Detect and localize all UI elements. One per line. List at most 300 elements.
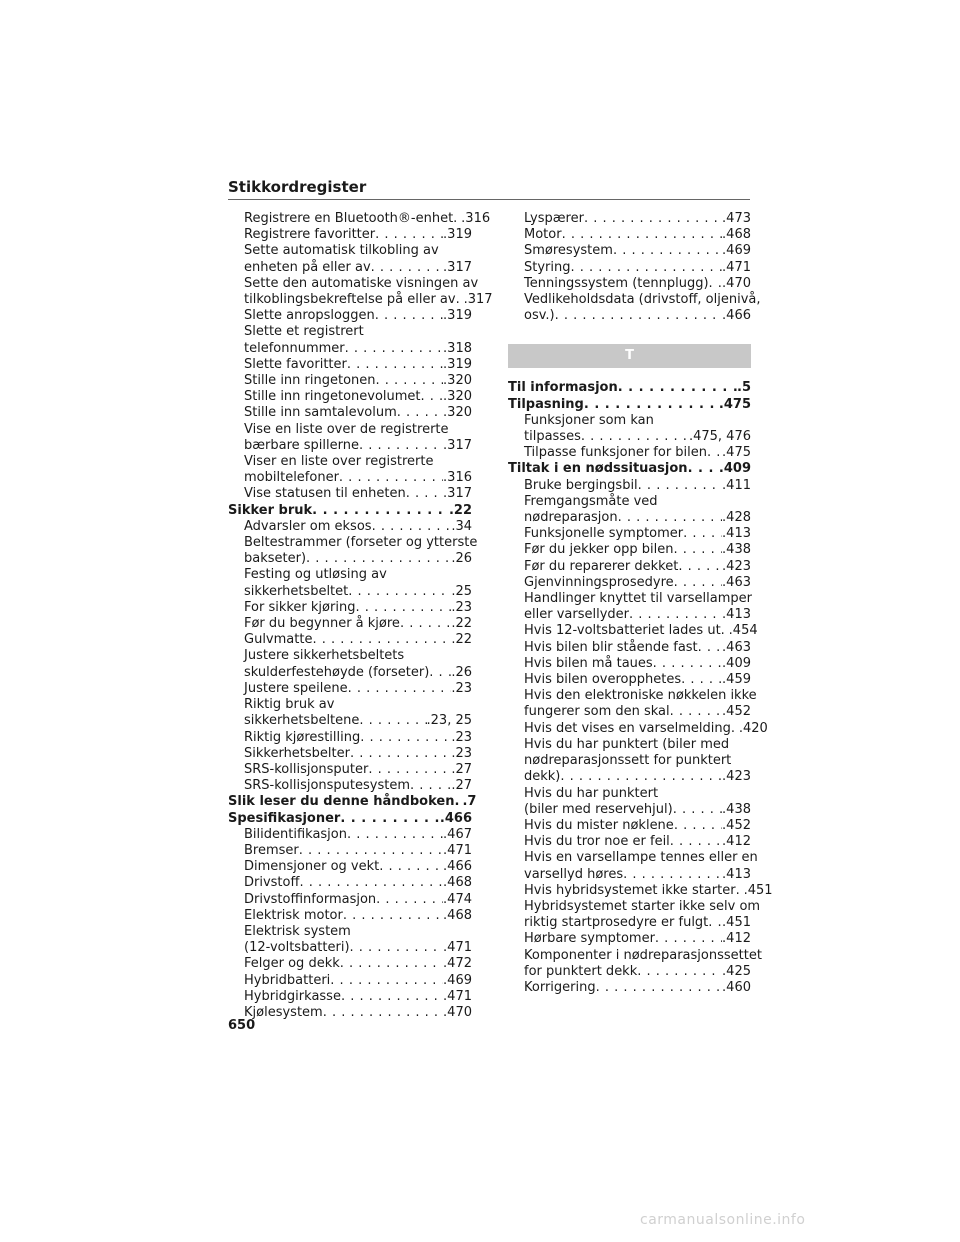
dot-leader <box>670 704 722 720</box>
entry-label: Stille inn samtalevolum <box>244 405 397 421</box>
entry-label: Smøresystem <box>524 243 613 259</box>
dot-leader <box>709 276 723 292</box>
entry-label: fungerer som den skal <box>524 704 670 720</box>
dot-leader <box>312 503 449 519</box>
entry-page-ref[interactable]: .319 <box>443 308 472 324</box>
entry-page-ref[interactable]: .22 <box>448 502 472 518</box>
index-sub-entry <box>508 802 751 818</box>
entry-page-ref[interactable]: .452 <box>722 817 751 833</box>
entry-label: Hybridbatteri <box>244 972 331 988</box>
entry-label: Hvis det vises en varselmelding <box>524 720 731 736</box>
entry-label: (biler med reservehjul) <box>524 801 673 817</box>
entry-page-ref[interactable]: .23 <box>451 680 472 696</box>
dot-leader <box>348 584 451 600</box>
index-main-entry <box>228 811 472 827</box>
dot-leader <box>674 542 723 558</box>
entry-page-ref[interactable]: .471 <box>443 988 472 1004</box>
entry-page-ref[interactable]: .468 <box>443 907 472 923</box>
entry-page-ref[interactable]: .468 <box>722 227 751 243</box>
entry-page-ref[interactable]: .451 <box>722 915 751 931</box>
entry-page-ref[interactable]: .472 <box>443 956 472 972</box>
index-sub-entry <box>228 665 472 681</box>
entry-label: Kjølesystem <box>244 1004 323 1020</box>
dot-leader <box>350 940 444 956</box>
entry-page-ref[interactable]: .27 <box>451 778 472 794</box>
entry-page-ref[interactable]: .471 <box>443 940 472 956</box>
dot-leader <box>299 875 443 891</box>
entry-label: SRS-kollisjonsputesystem <box>244 778 411 794</box>
dot-leader <box>596 980 722 996</box>
watermark: carmanualsonline.info <box>640 1212 806 1228</box>
dot-leader <box>618 510 722 526</box>
index-sub-entry <box>228 211 491 227</box>
dot-leader <box>340 811 440 827</box>
entry-page-ref[interactable]: .460 <box>722 979 751 995</box>
index-sub-entry <box>228 859 472 875</box>
entry-page-ref[interactable]: .319 <box>443 356 472 372</box>
entry-page-ref[interactable]: .23 <box>451 729 472 745</box>
left-column <box>228 211 493 1021</box>
dot-leader <box>348 681 452 697</box>
dot-leader <box>629 607 722 623</box>
entry-label: Tilpasning <box>508 396 584 412</box>
index-sub-entry <box>228 486 472 502</box>
index-entry-continuation <box>508 753 751 769</box>
dot-leader <box>379 859 443 875</box>
entry-page-ref[interactable]: .463 <box>722 574 751 590</box>
entry-page-ref[interactable]: .26 <box>451 551 472 567</box>
entry-page-ref[interactable]: .469 <box>722 243 751 259</box>
entry-label: Tiltak i en nødssituasjon <box>508 461 688 477</box>
entry-label: Hvis bilen overopphetes <box>524 672 682 688</box>
entry-label: for punktert dekk <box>524 963 638 979</box>
entry-page-ref[interactable]: .428 <box>722 510 751 526</box>
index-sub-entry <box>228 940 472 956</box>
index-entry-continuation <box>508 591 751 607</box>
index-sub-entry <box>508 542 751 558</box>
index-sub-entry <box>228 438 472 454</box>
index-entry-continuation <box>508 947 762 964</box>
entry-page-ref[interactable]: .452 <box>722 704 751 720</box>
dot-leader <box>683 526 722 542</box>
dot-leader <box>637 964 722 980</box>
dot-leader <box>638 478 722 494</box>
index-sub-entry <box>228 892 472 908</box>
index-entry-continuation <box>508 292 761 308</box>
index-sub-entry <box>228 389 472 405</box>
entry-page-ref[interactable]: .411 <box>722 477 751 493</box>
page-number: 650 <box>228 1018 256 1033</box>
entry-label: Elektrisk motor <box>244 907 343 923</box>
dot-leader <box>555 308 722 324</box>
index-sub-entry <box>508 478 751 494</box>
entry-page-ref[interactable]: .425 <box>722 963 751 979</box>
entry-page-ref[interactable]: .474 <box>443 891 472 907</box>
index-sub-entry <box>228 260 472 276</box>
entry-label: Vise statusen til enheten <box>244 486 406 502</box>
index-sub-entry <box>228 292 493 308</box>
entry-label: Funksjoner som kan <box>524 412 654 428</box>
entry-page-ref[interactable]: .475, 476 <box>688 429 751 445</box>
entry-page-ref[interactable]: .413 <box>722 607 751 623</box>
entry-label: bærbare spillerne <box>244 437 359 453</box>
entry-page-ref[interactable]: .454 <box>728 623 758 639</box>
index-sub-entry <box>508 915 751 931</box>
dot-leader <box>343 908 443 924</box>
index-entry-continuation <box>508 786 751 802</box>
entry-page-ref[interactable]: .469 <box>443 972 472 988</box>
entry-label: Hvis hybridsystemet ikke starter <box>524 882 736 898</box>
index-entry-continuation <box>228 324 472 340</box>
entry-label: Tenningssystem (tennplugg) <box>524 275 709 291</box>
entry-page-ref[interactable]: .459 <box>722 672 751 688</box>
index-sub-entry <box>508 429 751 445</box>
index-sub-entry <box>508 243 751 259</box>
dot-leader <box>306 551 451 567</box>
entry-page-ref[interactable]: .475 <box>722 445 751 461</box>
entry-label: Sette den automatiske visningen av <box>244 275 479 291</box>
entry-label: Hybridgirkasse <box>244 988 341 1004</box>
index-entry-continuation <box>228 697 472 713</box>
index-main-entry <box>508 461 751 477</box>
entry-page-ref[interactable]: .27 <box>451 761 472 777</box>
entry-label: Vedlikeholdsdata (drivstoff, oljenivå, <box>524 292 761 308</box>
index-main-entry <box>228 794 477 810</box>
dot-leader <box>454 794 462 810</box>
entry-label: mobiltelefoner <box>244 470 339 486</box>
dot-leader <box>375 227 443 243</box>
dot-leader <box>708 915 722 931</box>
entry-label: Funksjonelle symptomer <box>524 526 684 542</box>
entry-page-ref[interactable]: .7 <box>462 794 477 810</box>
entry-label: Slette et registrert <box>244 324 364 340</box>
dot-leader <box>330 973 443 989</box>
entry-page-ref[interactable]: .423 <box>722 558 751 574</box>
entry-label: Bruke bergingsbil <box>524 477 638 493</box>
dot-leader <box>673 802 722 818</box>
entry-label: Hvis 12-voltsbatteriet lades ut <box>524 623 721 639</box>
entry-page-ref[interactable]: .409 <box>718 461 751 477</box>
entry-label: telefonnummer <box>244 340 345 356</box>
entry-label: Hvis du mister nøklene <box>524 817 674 833</box>
entry-label: Justere sikkerhetsbeltets <box>244 648 405 664</box>
index-entry-continuation <box>508 494 751 510</box>
dot-leader <box>736 883 744 899</box>
entry-label: osv.) <box>524 308 555 324</box>
index-sub-entry <box>228 989 472 1005</box>
dot-leader <box>429 665 451 681</box>
index-sub-entry <box>508 980 751 996</box>
entry-label: Drivstoffinformasjon <box>244 891 377 907</box>
entry-page-ref[interactable]: .413 <box>722 866 751 882</box>
entry-label: Gjenvinningsprosedyre <box>524 574 674 590</box>
entry-page-ref[interactable]: .34 <box>451 518 472 534</box>
entry-page-ref[interactable]: .470 <box>722 275 751 291</box>
entry-label: Tilpasse funksjoner for bilen <box>524 445 708 461</box>
index-entry-continuation <box>228 924 472 940</box>
entry-page-ref[interactable]: .316 <box>443 470 472 486</box>
entry-label: Felger og dekk <box>244 956 340 972</box>
entry-label: skulderfestehøyde (forseter) <box>244 664 430 680</box>
index-sub-entry <box>228 373 472 389</box>
dot-leader <box>372 519 452 535</box>
index-sub-entry <box>228 746 472 762</box>
entry-label: Dimensjoner og vekt <box>244 859 380 875</box>
entry-page-ref[interactable]: .25 <box>451 583 472 599</box>
dot-leader <box>571 260 723 276</box>
entry-page-ref[interactable]: .412 <box>722 931 751 947</box>
dot-leader <box>360 730 451 746</box>
entry-label: Justere speilene <box>244 680 348 696</box>
entry-label: Viser en liste over registrerte <box>244 454 434 470</box>
index-entry-continuation <box>228 243 472 259</box>
index-sub-entry <box>228 762 472 778</box>
right-column <box>508 211 773 996</box>
entry-page-ref[interactable]: .471 <box>443 842 472 858</box>
index-entry-continuation <box>508 737 751 753</box>
entry-label: Hørbare symptomer <box>524 931 655 947</box>
index-sub-entry <box>508 526 751 542</box>
entry-label: Elektrisk system <box>244 923 351 939</box>
entry-page-ref[interactable]: .320 <box>443 405 472 421</box>
entry-page-ref[interactable]: .23 <box>451 599 472 615</box>
entry-page-ref[interactable]: .420 <box>738 720 768 736</box>
entry-page-ref[interactable]: .473 <box>722 211 751 226</box>
index-sub-entry <box>508 211 751 227</box>
entry-label: sikkerhetsbeltene <box>244 713 360 729</box>
index-sub-entry <box>228 827 472 843</box>
dot-leader <box>312 632 451 648</box>
index-main-entry <box>228 503 472 519</box>
entry-label: dekk) <box>524 769 561 785</box>
entry-label: Hvis du tror noe er feil <box>524 834 670 850</box>
index-sub-entry <box>228 875 472 891</box>
dot-leader <box>721 623 729 639</box>
entry-page-ref[interactable]: .320 <box>443 373 472 389</box>
entry-page-ref[interactable]: .475 <box>718 396 751 412</box>
entry-label: Bremser <box>244 842 299 858</box>
entry-label: Slette anropsloggen <box>244 308 375 324</box>
entry-page-ref[interactable]: .23 <box>451 745 472 761</box>
entry-label: Komponenter i nødreparasjonssettet <box>524 947 762 963</box>
dot-leader <box>562 227 722 243</box>
entry-label: Gulvmatte <box>244 632 313 648</box>
dot-leader <box>368 762 451 778</box>
dot-leader <box>410 778 451 794</box>
entry-label: Beltestrammer (forseter og ytterste <box>244 535 478 551</box>
index-sub-entry <box>508 720 768 737</box>
dot-leader <box>698 640 722 656</box>
index-sub-entry <box>508 640 751 656</box>
dot-leader <box>355 600 451 616</box>
entry-page-ref[interactable]: .317 <box>443 437 472 453</box>
entry-page-ref[interactable]: .5 <box>737 380 751 396</box>
index-sub-entry <box>508 510 751 526</box>
entry-page-ref[interactable]: .467 <box>443 826 472 842</box>
index-sub-entry <box>508 559 751 575</box>
index-sub-entry <box>228 1005 472 1021</box>
dot-leader <box>375 308 443 324</box>
entry-label: sikkerhetsbeltet <box>244 583 349 599</box>
entry-label: Stille inn ringetonen <box>244 373 376 389</box>
entry-label: Hvis du har punktert <box>524 785 659 801</box>
index-sub-entry <box>228 227 472 243</box>
entry-label: enheten på eller av <box>244 259 371 275</box>
entry-label: Drivstoff <box>244 875 300 891</box>
index-entry-continuation <box>508 413 751 429</box>
index-sub-entry <box>228 908 472 924</box>
index-sub-entry <box>508 607 751 623</box>
dot-leader <box>584 211 722 227</box>
index-entry-continuation <box>228 535 478 551</box>
dot-leader <box>581 429 689 445</box>
dot-leader <box>653 656 722 672</box>
index-entry-continuation <box>508 850 758 866</box>
dot-leader <box>406 486 443 502</box>
dot-leader <box>678 559 722 575</box>
entry-label: Handlinger knyttet til varsellamper <box>524 591 752 607</box>
dot-leader <box>623 867 722 883</box>
index-sub-entry <box>228 616 472 632</box>
dot-leader <box>456 292 464 308</box>
index-sub-entry <box>508 964 751 980</box>
dot-leader <box>584 397 719 413</box>
index-sub-entry <box>228 519 472 535</box>
entry-label: Vise en liste over de registrerte <box>244 421 449 437</box>
index-sub-entry <box>508 672 751 688</box>
entry-page-ref[interactable]: .316 <box>461 211 491 226</box>
dot-leader <box>453 211 461 227</box>
entry-label: Fremgangsmåte ved <box>524 493 658 509</box>
entry-page-ref[interactable]: .451 <box>743 882 773 898</box>
dot-leader <box>323 1005 443 1021</box>
dot-leader <box>688 461 719 477</box>
entry-label: (12-voltsbatteri) <box>244 940 350 956</box>
entry-page-ref[interactable]: .23, 25 <box>426 713 472 729</box>
index-sub-entry <box>228 551 472 567</box>
entry-page-ref[interactable]: .463 <box>722 639 751 655</box>
index-entry-continuation <box>228 648 472 664</box>
dot-leader <box>618 380 737 396</box>
index-sub-entry <box>228 470 472 486</box>
entry-label: Til informasjon <box>508 380 618 396</box>
dot-leader <box>397 405 443 421</box>
index-sub-entry <box>508 656 751 672</box>
index-sub-entry <box>228 681 472 697</box>
entry-label: SRS-kollisjonsputer <box>244 761 369 777</box>
entry-label: Festing og utløsing av <box>244 567 387 583</box>
dot-leader <box>341 989 443 1005</box>
entry-page-ref[interactable]: .317 <box>463 292 493 308</box>
entry-page-ref[interactable]: .470 <box>443 1004 472 1020</box>
index-sub-entry <box>508 623 758 639</box>
entry-page-ref[interactable]: .466 <box>439 810 472 826</box>
entry-page-ref[interactable]: .413 <box>722 526 751 542</box>
entry-label: Før du reparerer dekket <box>524 558 679 574</box>
index-sub-entry <box>508 882 773 899</box>
entry-label: nødreparasjonssett for punktert <box>524 753 732 769</box>
entry-page-ref[interactable]: .423 <box>722 769 751 785</box>
entry-page-ref[interactable]: .466 <box>722 308 751 324</box>
index-sub-entry <box>508 769 751 785</box>
entry-page-ref[interactable]: .438 <box>722 542 751 558</box>
index-sub-entry <box>228 713 472 729</box>
entry-label: Motor <box>524 227 562 243</box>
index-sub-entry <box>508 704 751 720</box>
entry-label: Riktig bruk av <box>244 697 335 713</box>
entry-label: Registrere en Bluetooth®-enhet <box>244 211 454 226</box>
index-entry-continuation <box>228 567 472 583</box>
entry-page-ref[interactable]: .317 <box>443 259 472 275</box>
entry-label: For sikker kjøring <box>244 599 356 615</box>
entry-page-ref[interactable]: .320 <box>443 389 472 405</box>
index-sub-entry <box>228 584 472 600</box>
entry-label: Bilidentifikasjon <box>244 826 347 842</box>
index-sub-entry <box>508 260 751 276</box>
entry-page-ref[interactable]: .318 <box>443 340 472 356</box>
index-sub-entry <box>228 357 472 373</box>
dot-leader <box>613 243 722 259</box>
index-title: Stikkordregister <box>228 178 750 200</box>
entry-page-ref[interactable]: .409 <box>722 655 751 671</box>
index-sub-entry <box>508 445 751 461</box>
entry-page-ref[interactable]: .22 <box>451 632 472 648</box>
dot-leader <box>299 843 443 859</box>
dot-leader <box>670 834 722 850</box>
entry-label: Hvis du har punktert (biler med <box>524 736 730 752</box>
index-sub-entry <box>228 956 472 972</box>
index-sub-entry <box>228 632 472 648</box>
index-sub-entry <box>508 867 751 883</box>
entry-label: Styring <box>524 259 571 275</box>
entry-page-ref[interactable]: .26 <box>451 664 472 680</box>
dot-leader <box>421 389 444 405</box>
entry-label: Hvis bilen må taues <box>524 655 653 671</box>
entry-label: Hvis den elektroniske nøkkelen ikke <box>524 688 757 704</box>
dot-leader <box>350 746 451 762</box>
dot-leader <box>400 616 451 632</box>
index-sub-entry <box>228 308 472 324</box>
section-letter-band: T <box>508 344 751 368</box>
entry-label: Advarsler om eksos <box>244 518 372 534</box>
dot-leader <box>347 357 443 373</box>
entry-page-ref[interactable]: .317 <box>443 486 472 502</box>
index-main-entry <box>508 380 751 396</box>
entry-page-ref[interactable]: .466 <box>443 859 472 875</box>
index-sub-entry <box>508 276 751 292</box>
entry-label: Hybridsystemet starter ikke selv om <box>524 898 761 914</box>
dot-leader <box>674 818 722 834</box>
entry-label: nødreparasjon <box>524 510 618 526</box>
entry-page-ref[interactable]: .319 <box>443 227 472 243</box>
dot-leader <box>359 713 426 729</box>
entry-label: Stille inn ringetonevolumet <box>244 389 421 405</box>
index-sub-entry <box>508 931 751 947</box>
entry-label: eller varsellyder <box>524 607 629 623</box>
index-sub-entry <box>228 973 472 989</box>
index-entry-continuation <box>228 454 472 470</box>
entry-page-ref[interactable]: .468 <box>443 875 472 891</box>
dot-leader <box>655 931 722 947</box>
entry-page-ref[interactable]: .471 <box>722 259 751 275</box>
entry-page-ref[interactable]: .22 <box>451 616 472 632</box>
index-sub-entry <box>508 227 751 243</box>
index-sub-entry <box>228 778 472 794</box>
entry-label: Registrere favoritter <box>244 227 376 243</box>
entry-page-ref[interactable]: .438 <box>722 801 751 817</box>
entry-page-ref[interactable]: .412 <box>722 834 751 850</box>
dot-leader <box>340 956 443 972</box>
